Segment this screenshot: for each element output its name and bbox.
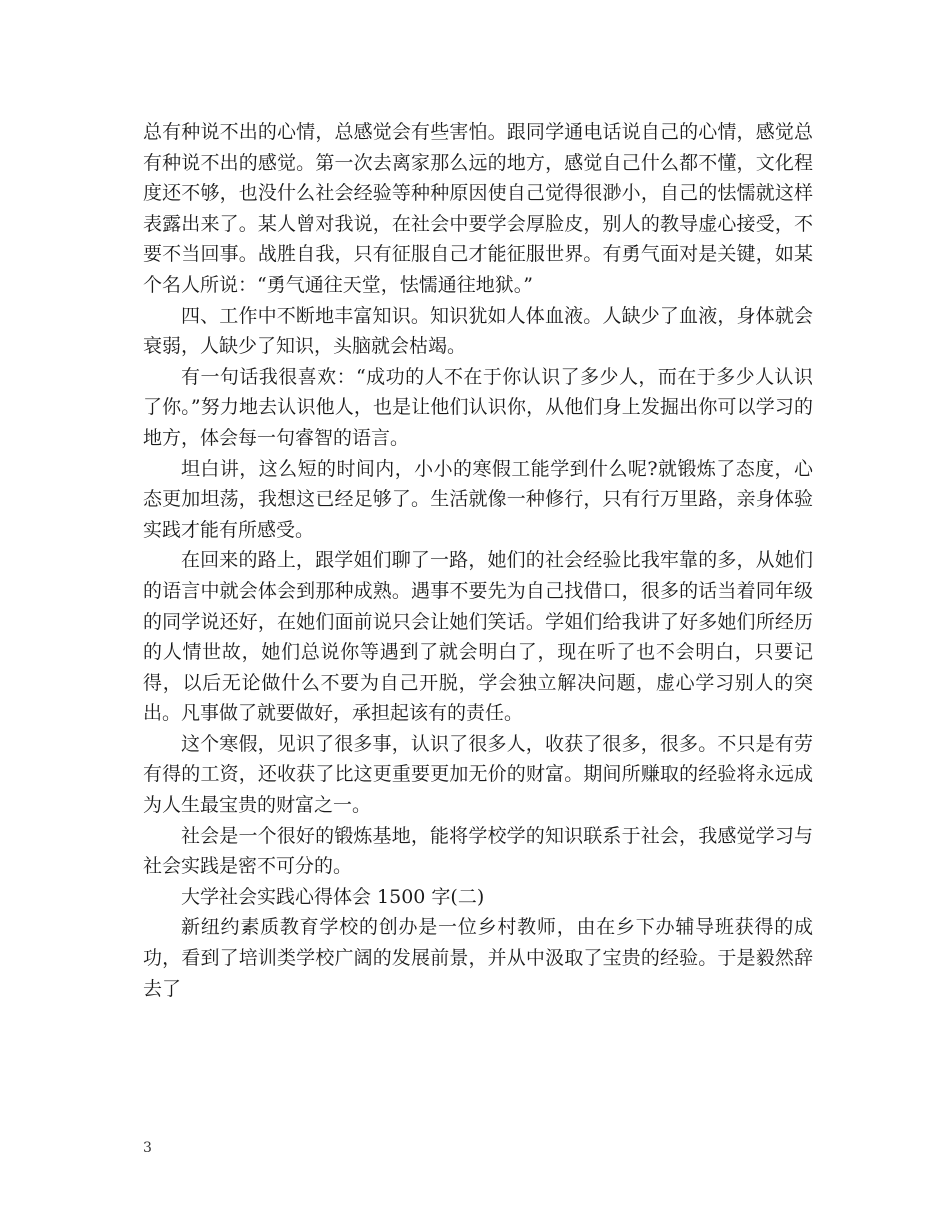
paragraph-5: 在回来的路上，跟学姐们聊了一路，她们的社会经验比我牢靠的多，从她们的语言中就会体会到那种成熟。遇事不要先为自己找借口，很多的话当着同年级的同学说还好，在她们面前说只会让她们笑话。学姐们给我讲了好多她们所经历的人情世故，她们总说你等遇到了就会明白了，现在听了也不会明白，只要记得，以后无论做什么不要为自己开脱，学会独立解决问题，虚心学习别人的突出。凡事做了就要做好，承担起该有的责任。 [143,549,813,725]
paragraph-3: 有一句话我很喜欢：“成功的人不在于你认识了多少人，而在于多少人认识了你。”努力地去认识他人，也是让他们认识你，从他们身上发掘出你可以学习的地方，体会每一句睿智的语言。 [143,365,813,449]
paragraph-6: 这个寒假，见识了很多事，认识了很多人，收获了很多，很多。不只是有劳有得的工资，还收获了比这更重要更加无价的财富。期间所赚取的经验将永远成为人生最宝贵的财富之一。 [143,732,813,817]
paragraph-9: 新纽约素质教育学校的创办是一位乡村教师，由在乡下办辅导班获得的成功，看到了培训类学校广阔的发展前景，并从中汲取了宝贵的经验。于是毅然辞去了 [143,916,813,1000]
page-number: 3 [143,1140,152,1156]
paragraph-1: 总有种说不出的心情，总感觉会有些害怕。跟同学通电话说自己的心情，感觉总有种说不出的感觉。第一次去离家那么远的地方，感觉自己什么都不懂，文化程度还不够，也没什么社会经验等种种原因使自己觉得很渺小，自己的怯懦就这样表露出来了。某人曾对我说，在社会中要学会厚脸皮，别人的教导虚心接受，不要不当回事。战胜自我，只有征服自己才能征服世界。有勇气面对是关键，如某个名人所说：“勇气通往天堂，怯懦通往地狱。” [143,121,813,296]
paragraph-2: 四、工作中不断地丰富知识。知识犹如人体血液。人缺少了血液，身体就会衰弱，人缺少了知识，头脑就会枯竭。 [143,304,813,358]
section-heading: 大学社会实践心得体会 1500 字(二) [181,885,485,908]
paragraph-4: 坦白讲，这么短的时间内，小小的寒假工能学到什么呢?就锻炼了态度，心态更加坦荡，我想这已经足够了。生活就像一种修行，只有行万里路，亲身体验实践才能有所感受。 [143,457,813,541]
paragraph-7: 社会是一个很好的锻炼基地，能将学校学的知识联系于社会，我感觉学习与社会实践是密不可分的。 [143,824,813,878]
document-body [143,117,813,1004]
